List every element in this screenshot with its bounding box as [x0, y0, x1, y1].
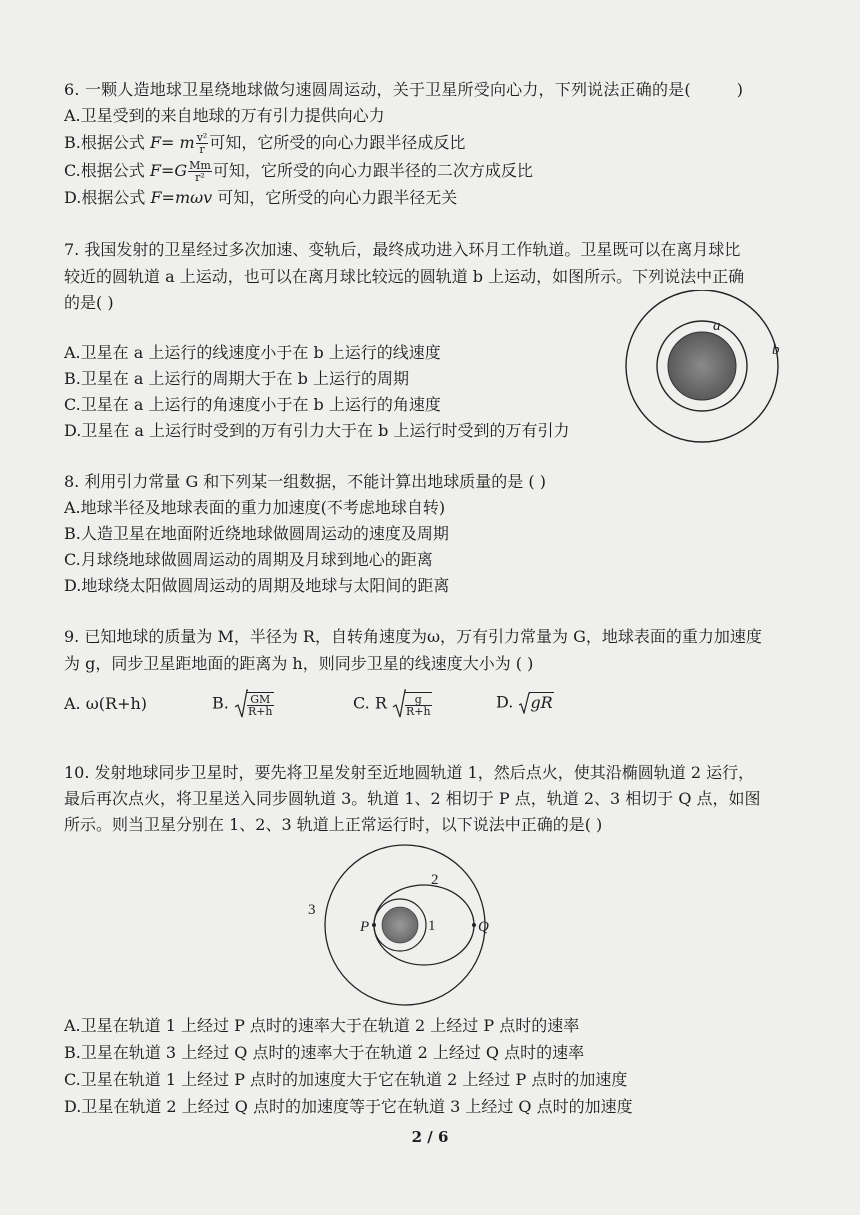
orbit-2-label: 2	[431, 872, 439, 888]
q6-paren: )	[736, 80, 744, 99]
q9-option-a: A. ω(R+h)	[64, 694, 148, 713]
q6-c-numerator: Mm	[189, 159, 211, 172]
q9-c-denominator: R+h	[405, 704, 431, 718]
q7-orbit-diagram	[612, 290, 792, 450]
q9-b-radical	[234, 689, 275, 719]
q9-c-radical	[392, 689, 433, 719]
q6-option-b	[64, 132, 465, 155]
q10-option-b: B.卫星在轨道 3 上经过 Q 点时的速率大于在轨道 2 上经过 Q 点时的速率	[64, 1043, 585, 1062]
q6-b-denominator: r	[199, 143, 205, 156]
q6-b-numerator: v²	[196, 131, 208, 144]
q8-stem: 8. 利用引力常量 G 和下列某一组数据，不能计算出地球质量的是 ( )	[64, 472, 546, 491]
q10-stem-line2: 最后再次点火，将卫星送入同步圆轨道 3。轨道 1、2 相切于 P 点，轨道 2、3 相切于 Q 点，如图	[64, 789, 761, 808]
q8-option-d: D.地球绕太阳做圆周运动的周期及地球与太阳间的距离	[64, 576, 450, 595]
q6-d-prefix: D.根据公式	[64, 188, 151, 207]
q9-option-b	[212, 689, 275, 719]
q9-option-c	[353, 689, 433, 719]
q7-option-a: A.卫星在 a 上运行的线速度小于在 b 上运行的线速度	[64, 343, 441, 362]
point-p-dot	[372, 923, 376, 927]
q8-option-b: B.人造卫星在地面附近绕地球做圆周运动的速度及周期	[64, 524, 449, 543]
orbit-b-label: b	[772, 342, 780, 358]
q6-b-fraction	[196, 132, 209, 155]
q9-stem-line2: 为 g，同步卫星距地面的距离为 h，则同步卫星的线速度大小为 ( )	[64, 654, 534, 673]
page-number: 2 / 6	[411, 1128, 449, 1146]
q9-d-radical	[518, 692, 553, 714]
q7-stem-line1: 7. 我国发射的卫星经过多次加速、变轨后，最终成功进入环月工作轨道。卫星既可以在离月球比	[64, 240, 741, 259]
q6-b-suffix: 可知，它所受的向心力跟半径成反比	[209, 133, 466, 152]
q10-stem-line1: 10. 发射地球同步卫星时，要先将卫星发射至近地圆轨道 1，然后点火，使其沿椭圆轨道 2 运行，	[64, 763, 755, 782]
q9-d-label: D.	[496, 692, 514, 712]
q6-d-suffix: 可知，它所受的向心力跟半径无关	[212, 188, 458, 207]
q8-option-c: C.月球绕地球做圆周运动的周期及月球到地心的距离	[64, 550, 433, 569]
q10-option-c: C.卫星在轨道 1 上经过 P 点时的加速度大于它在轨道 2 上经过 P 点时的加速度	[64, 1070, 628, 1089]
q10-option-d: D.卫星在轨道 2 上经过 Q 点时的加速度等于它在轨道 3 上经过 Q 点时的加速度	[64, 1097, 633, 1116]
q8-option-a: A.地球半径及地球表面的重力加速度(不考虑地球自转)	[64, 498, 446, 517]
q9-stem-line1: 9. 已知地球的质量为 M，半径为 R，自转角速度为ω，万有引力常量为 G，地球表面的重力加速度	[64, 627, 762, 646]
point-q-label: Q	[478, 919, 489, 935]
q9-d-radicand: gR	[530, 692, 553, 712]
point-p-label: P	[360, 919, 370, 935]
q7-stem-line2: 较近的圆轨道 a 上运动，也可以在离月球比较远的圆轨道 b 上运动，如图所示。下列说法中正确	[64, 267, 745, 286]
q6-d-formula: F=mωv	[150, 188, 213, 207]
q9-option-d	[496, 692, 554, 714]
q10-option-a: A.卫星在轨道 1 上经过 P 点时的速率大于在轨道 2 上经过 P 点时的速率	[64, 1016, 580, 1035]
earth-body	[382, 907, 418, 943]
q7-stem-line3: 的是( )	[64, 293, 114, 312]
moon-body	[668, 332, 736, 400]
q7-option-c: C.卫星在 a 上运行的角速度小于在 b 上运行的角速度	[64, 395, 441, 414]
q6-option-d	[64, 188, 457, 208]
q6-stem-text: 6. 一颗人造地球卫星绕地球做匀速圆周运动，关于卫星所受向心力，下列说法正确的是(	[64, 80, 691, 99]
orbit-3-label: 3	[308, 902, 316, 918]
q6-stem	[64, 80, 743, 100]
q6-b-formula: F= m	[149, 133, 195, 152]
q7-option-d: D.卫星在 a 上运行时受到的万有引力大于在 b 上运行时受到的万有引力	[64, 421, 570, 440]
q6-c-fraction	[188, 160, 212, 183]
q6-option-c	[64, 160, 533, 183]
q6-option-a: A.卫星受到的来自地球的万有引力提供向心力	[64, 106, 385, 125]
q9-b-denominator: R+h	[247, 704, 273, 718]
q6-b-prefix: B.根据公式	[64, 133, 150, 152]
q6-c-suffix: 可知，它所受的向心力跟半径的二次方成反比	[212, 161, 533, 180]
q7-option-b: B.卫星在 a 上运行的周期大于在 b 上运行的周期	[64, 369, 409, 388]
q10-stem-line3: 所示。则当卫星分别在 1、2、3 轨道上正常运行时，以下说法中正确的是( )	[64, 815, 603, 834]
orbit-a-label: a	[713, 318, 721, 334]
q9-b-label: B.	[212, 693, 229, 713]
q10-orbit-diagram	[300, 840, 520, 1010]
q9-b-numerator: GM	[247, 694, 274, 706]
q9-c-label: C. R	[353, 693, 387, 713]
point-q-dot	[472, 923, 476, 927]
q9-c-numerator: g	[405, 694, 432, 706]
q6-c-prefix: C.根据公式	[64, 161, 150, 180]
q6-c-formula: F=G	[149, 161, 188, 180]
orbit-1-label: 1	[428, 918, 436, 934]
q6-c-denominator: r²	[195, 171, 205, 184]
